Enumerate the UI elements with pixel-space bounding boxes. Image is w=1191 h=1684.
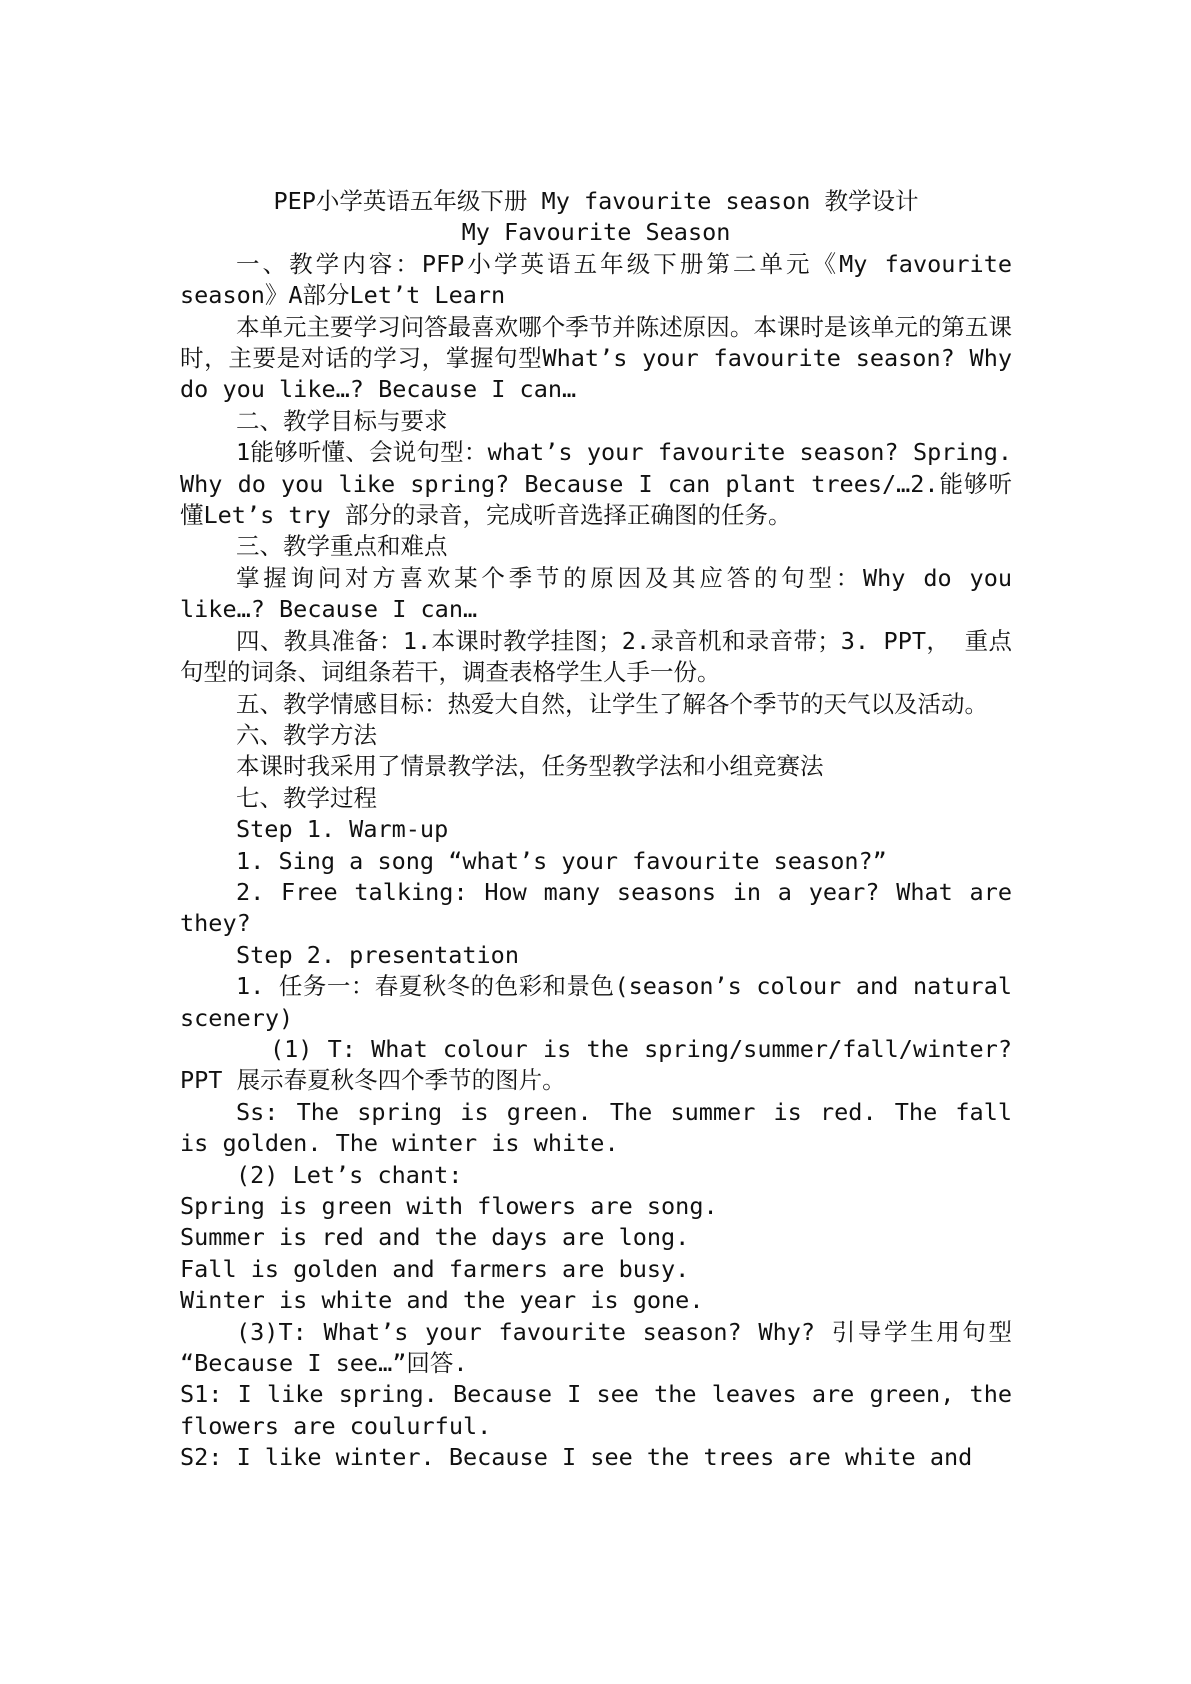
chant-line: Fall is golden and farmers are busy. — [180, 1254, 690, 1283]
paragraph: (3)T: What’s your favourite season? Why? 引导学生用句型 “Because I see…”回答. — [180, 1317, 1012, 1378]
paragraph: 2. Free talking: How many seasons in a year? What are they? — [180, 877, 1012, 938]
step-heading: Step 2. presentation — [236, 940, 519, 969]
chant-line: Winter is white and the year is gone. — [180, 1286, 704, 1315]
paragraph: 本课时我采用了情景教学法，任务型教学法和小组竞赛法 — [236, 752, 824, 781]
section-heading: 六、教学方法 — [236, 720, 377, 749]
chant-line: Summer is red and the days are long. — [180, 1223, 690, 1252]
section-heading: 三、教学重点和难点 — [236, 532, 448, 561]
section-heading: 七、教学过程 — [236, 783, 377, 812]
paragraph: (1) T: What colour is the spring/summer/fall/winter? PPT 展示春夏秋冬四个季节的图片。 — [180, 1034, 1012, 1095]
dialogue-line: S2: I like winter. Because I see the trees are white and — [180, 1443, 973, 1472]
document-title: PEP小学英语五年级下册 My favourite season 教学设计 — [273, 187, 919, 215]
dialogue-line: S1: I like spring. Because I see the leaves are green, the flowers are coulurful. — [180, 1380, 1012, 1440]
paragraph: 五、教学情感目标：热爱大自然，让学生了解各个季节的天气以及活动。 — [236, 689, 988, 718]
paragraph: 1能够听懂、会说句型：what’s your favourite season? Spring. Why do you like spring? Because I can plant trees/…2.能够听懂Let’s try 部分的录音，完成听音选择正确图的任务。 — [180, 438, 1012, 530]
document-page — [180, 186, 1012, 1474]
paragraph: Ss: The spring is green. The summer is red. The fall is golden. The winter is white. — [180, 1097, 1012, 1158]
step-heading: Step 1. Warm-up — [236, 815, 449, 844]
paragraph: 本单元主要学习问答最喜欢哪个季节并陈述原因。本课时是该单元的第五课时，主要是对话的学习，掌握句型What’s your favourite season? Why do you like…? Because I can… — [180, 312, 1012, 404]
paragraph: 掌握询问对方喜欢某个季节的原因及其应答的句型：Why do you like…? Because I can… — [180, 563, 1012, 624]
paragraph: (2) Let’s chant: — [236, 1160, 463, 1189]
section-heading: 二、教学目标与要求 — [236, 406, 448, 435]
paragraph: 一、教学内容：PFP小学英语五年级下册第二单元《My favourite season》A部分Let’t Learn — [180, 249, 1012, 310]
chant-line: Spring is green with flowers are song. — [180, 1192, 718, 1220]
paragraph: 四、教具准备：1.本课时教学挂图；2.录音机和录音带；3. PPT， 重点句型的词条、词组条若干，调查表格学生人手一份。 — [180, 626, 1012, 687]
paragraph: 1. 任务一：春夏秋冬的色彩和景色(season’s colour and natural scenery) — [180, 972, 1012, 1032]
paragraph: 1. Sing a song “what’s your favourite season?” — [236, 846, 887, 875]
document-subtitle: My Favourite Season — [461, 218, 731, 247]
